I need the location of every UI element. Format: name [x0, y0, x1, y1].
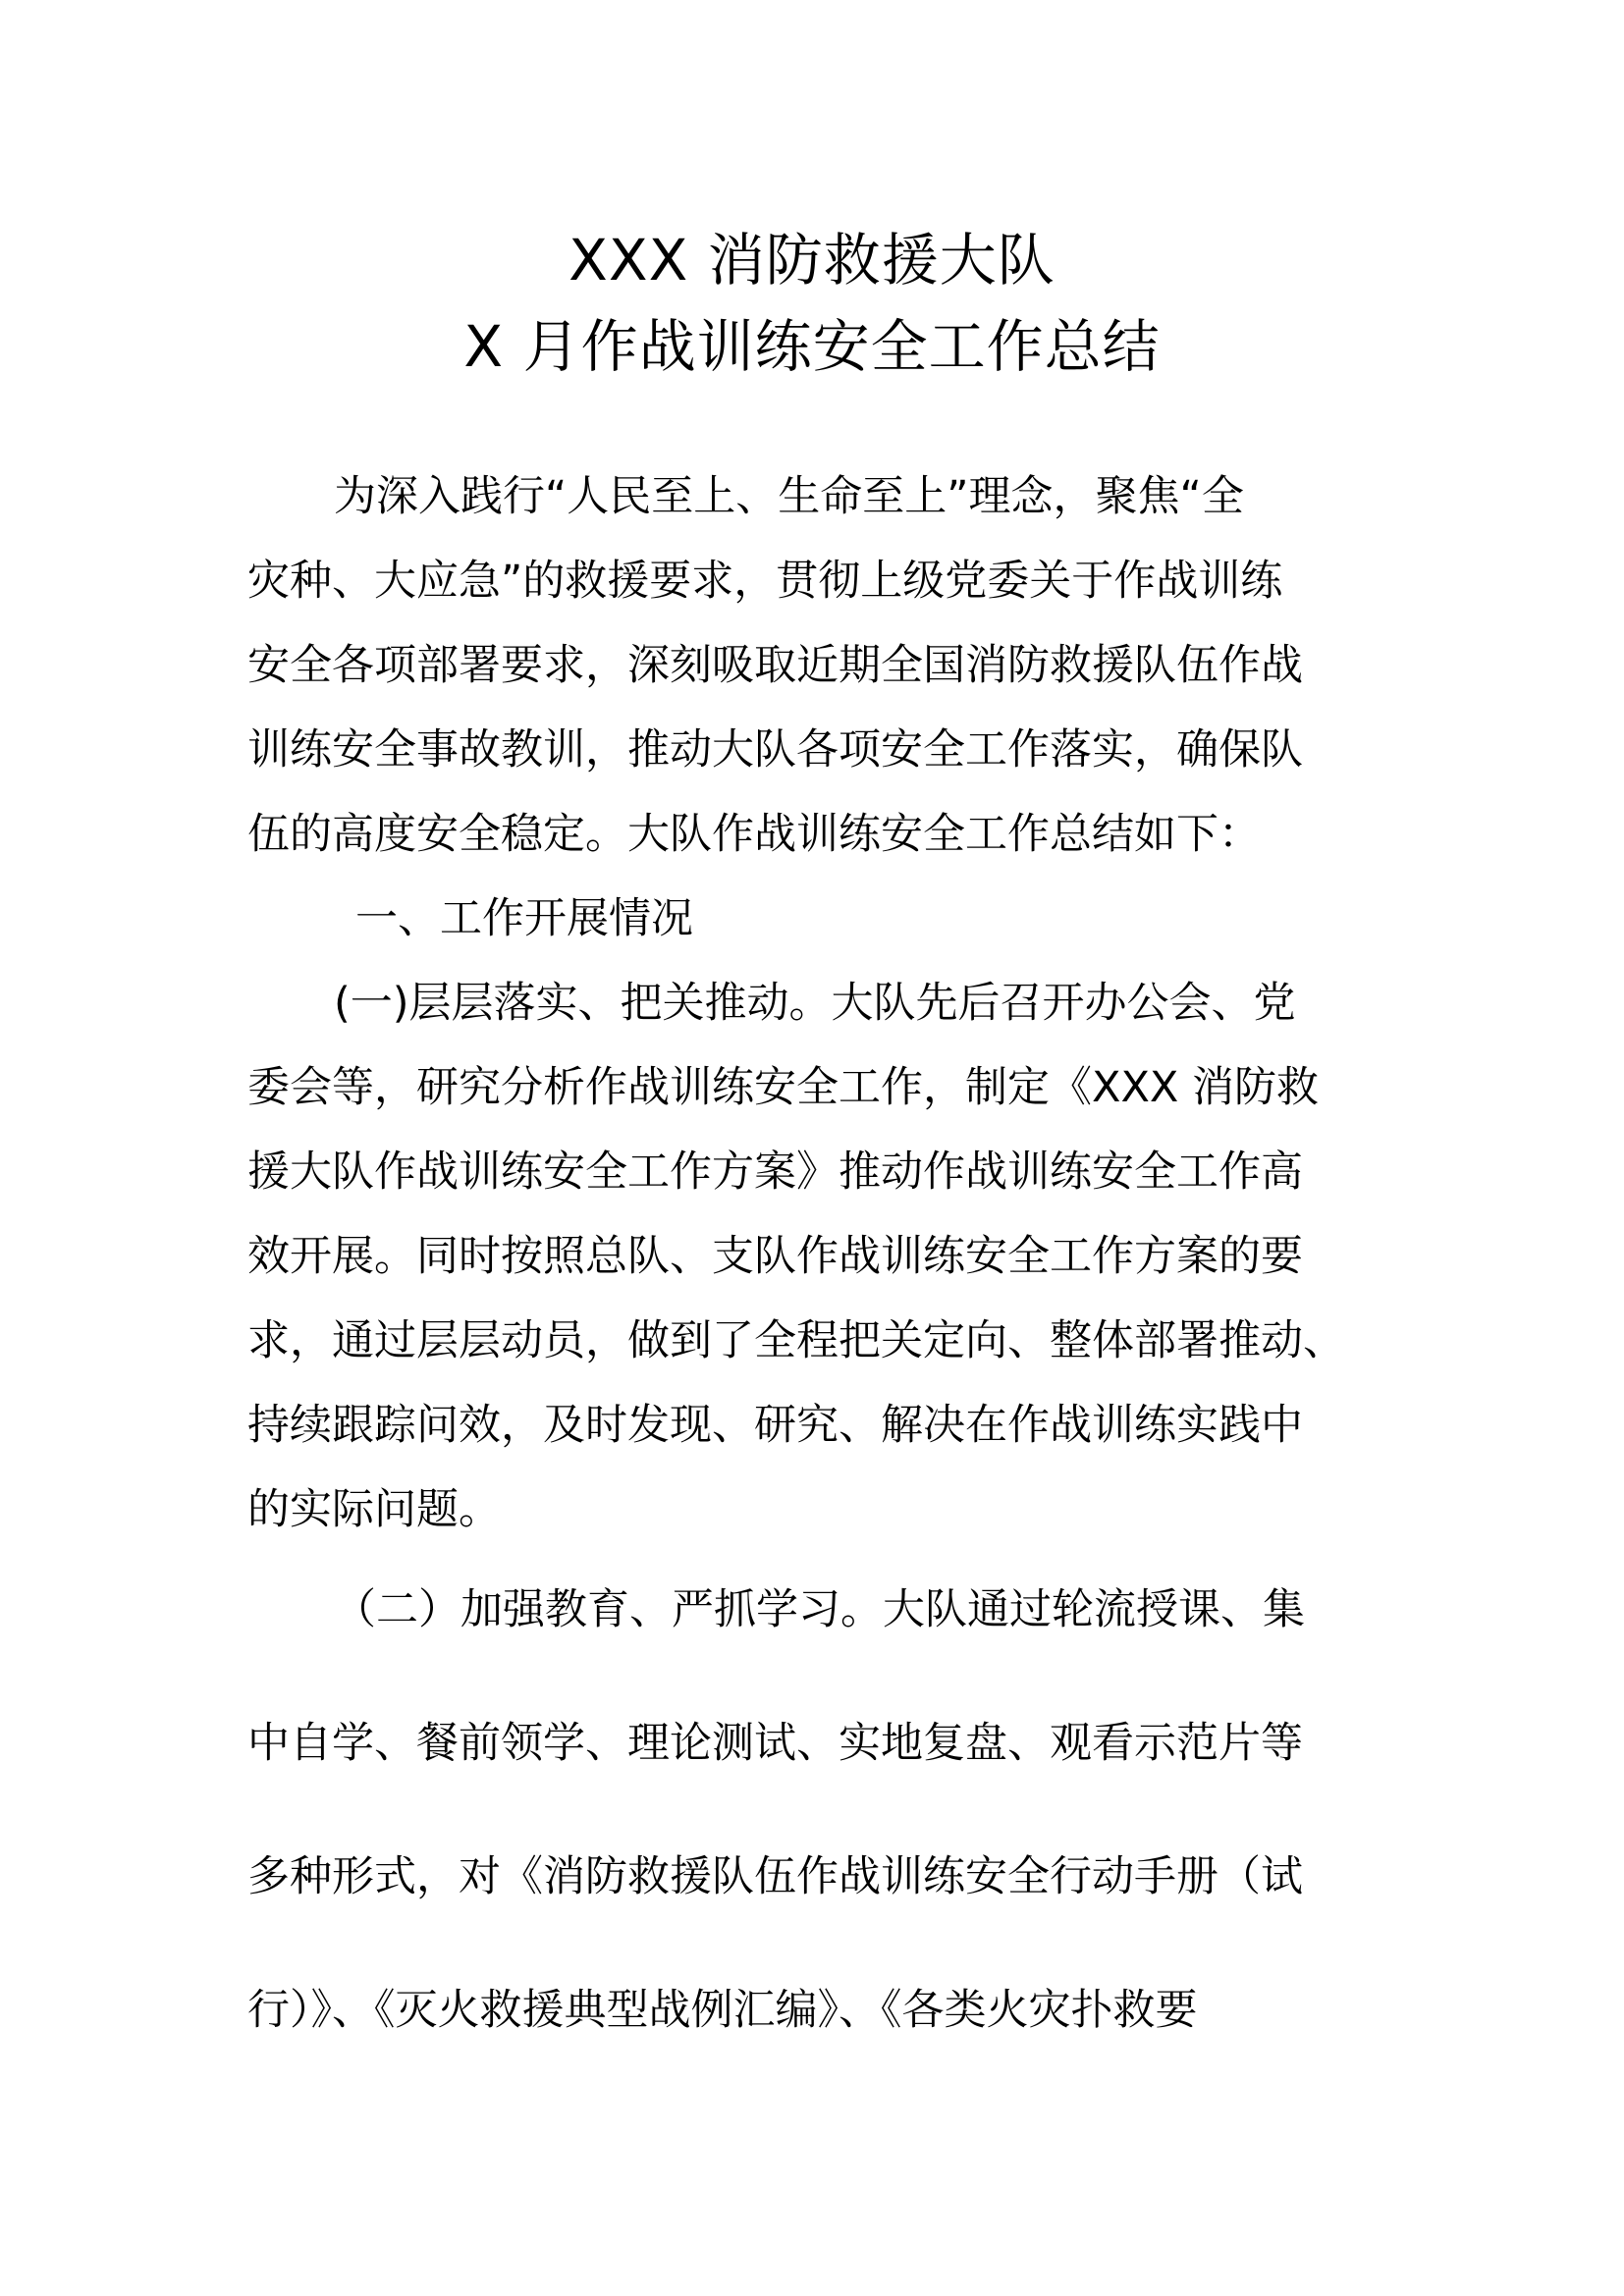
intro-line-3: 安全各项部署要求，深刻吸取近期全国消防救援队伍作战: [247, 641, 1303, 690]
subsection-2-line-2: 中自学、餐前领学、理论测试、实地复盘、观看示范片等: [247, 1719, 1303, 1768]
document-title-line-2: X 月作战训练安全工作总结: [463, 313, 1161, 380]
subsection-2-line-1: （二）加强教育、严抓学习。大队通过轮流授课、集: [334, 1585, 1305, 1634]
subsection-2-line-4: 行）》、《灭火救援典型战例汇编》、《各类火灾扑救要: [247, 1986, 1198, 2035]
intro-line-2: 灾种、大应急”的救援要求，贯彻上级党委关于作战训练: [247, 557, 1283, 606]
subsection-1-line-1: (一)层层落实、把关推动。大队先后召开办公会、党: [334, 979, 1296, 1028]
section-heading: 一、工作开展情况: [355, 894, 693, 943]
subsection-1-line-3: 援大队作战训练安全工作方案》推动作战训练安全工作高: [247, 1148, 1303, 1197]
intro-line-1: 为深入践行“人民至上、生命至上”理念，聚焦“全: [334, 472, 1244, 521]
subsection-2-line-3: 多种形式，对《消防救援队伍作战训练安全行动手册（试: [247, 1852, 1303, 1901]
subsection-1-line-2: 委会等，研究分析作战训练安全工作，制定《XXX 消防救: [247, 1063, 1320, 1112]
subsection-1-line-4: 效开展。同时按照总队、支队作战训练安全工作方案的要: [247, 1232, 1303, 1281]
subsection-1-line-5: 求，通过层层动员，做到了全程把关定向、整体部署推动、: [247, 1316, 1345, 1365]
subsection-1-line-6: 持续跟踪问效，及时发现、研究、解决在作战训练实践中: [247, 1401, 1303, 1450]
intro-line-5: 伍的高度安全稳定。大队作战训练安全工作总结如下：: [247, 810, 1261, 859]
subsection-1-line-7: 的实际问题。: [247, 1485, 501, 1534]
intro-line-4: 训练安全事故教训，推动大队各项安全工作落实，确保队: [247, 725, 1303, 774]
document-title-line-1: XXX 消防救援大队: [568, 227, 1056, 294]
